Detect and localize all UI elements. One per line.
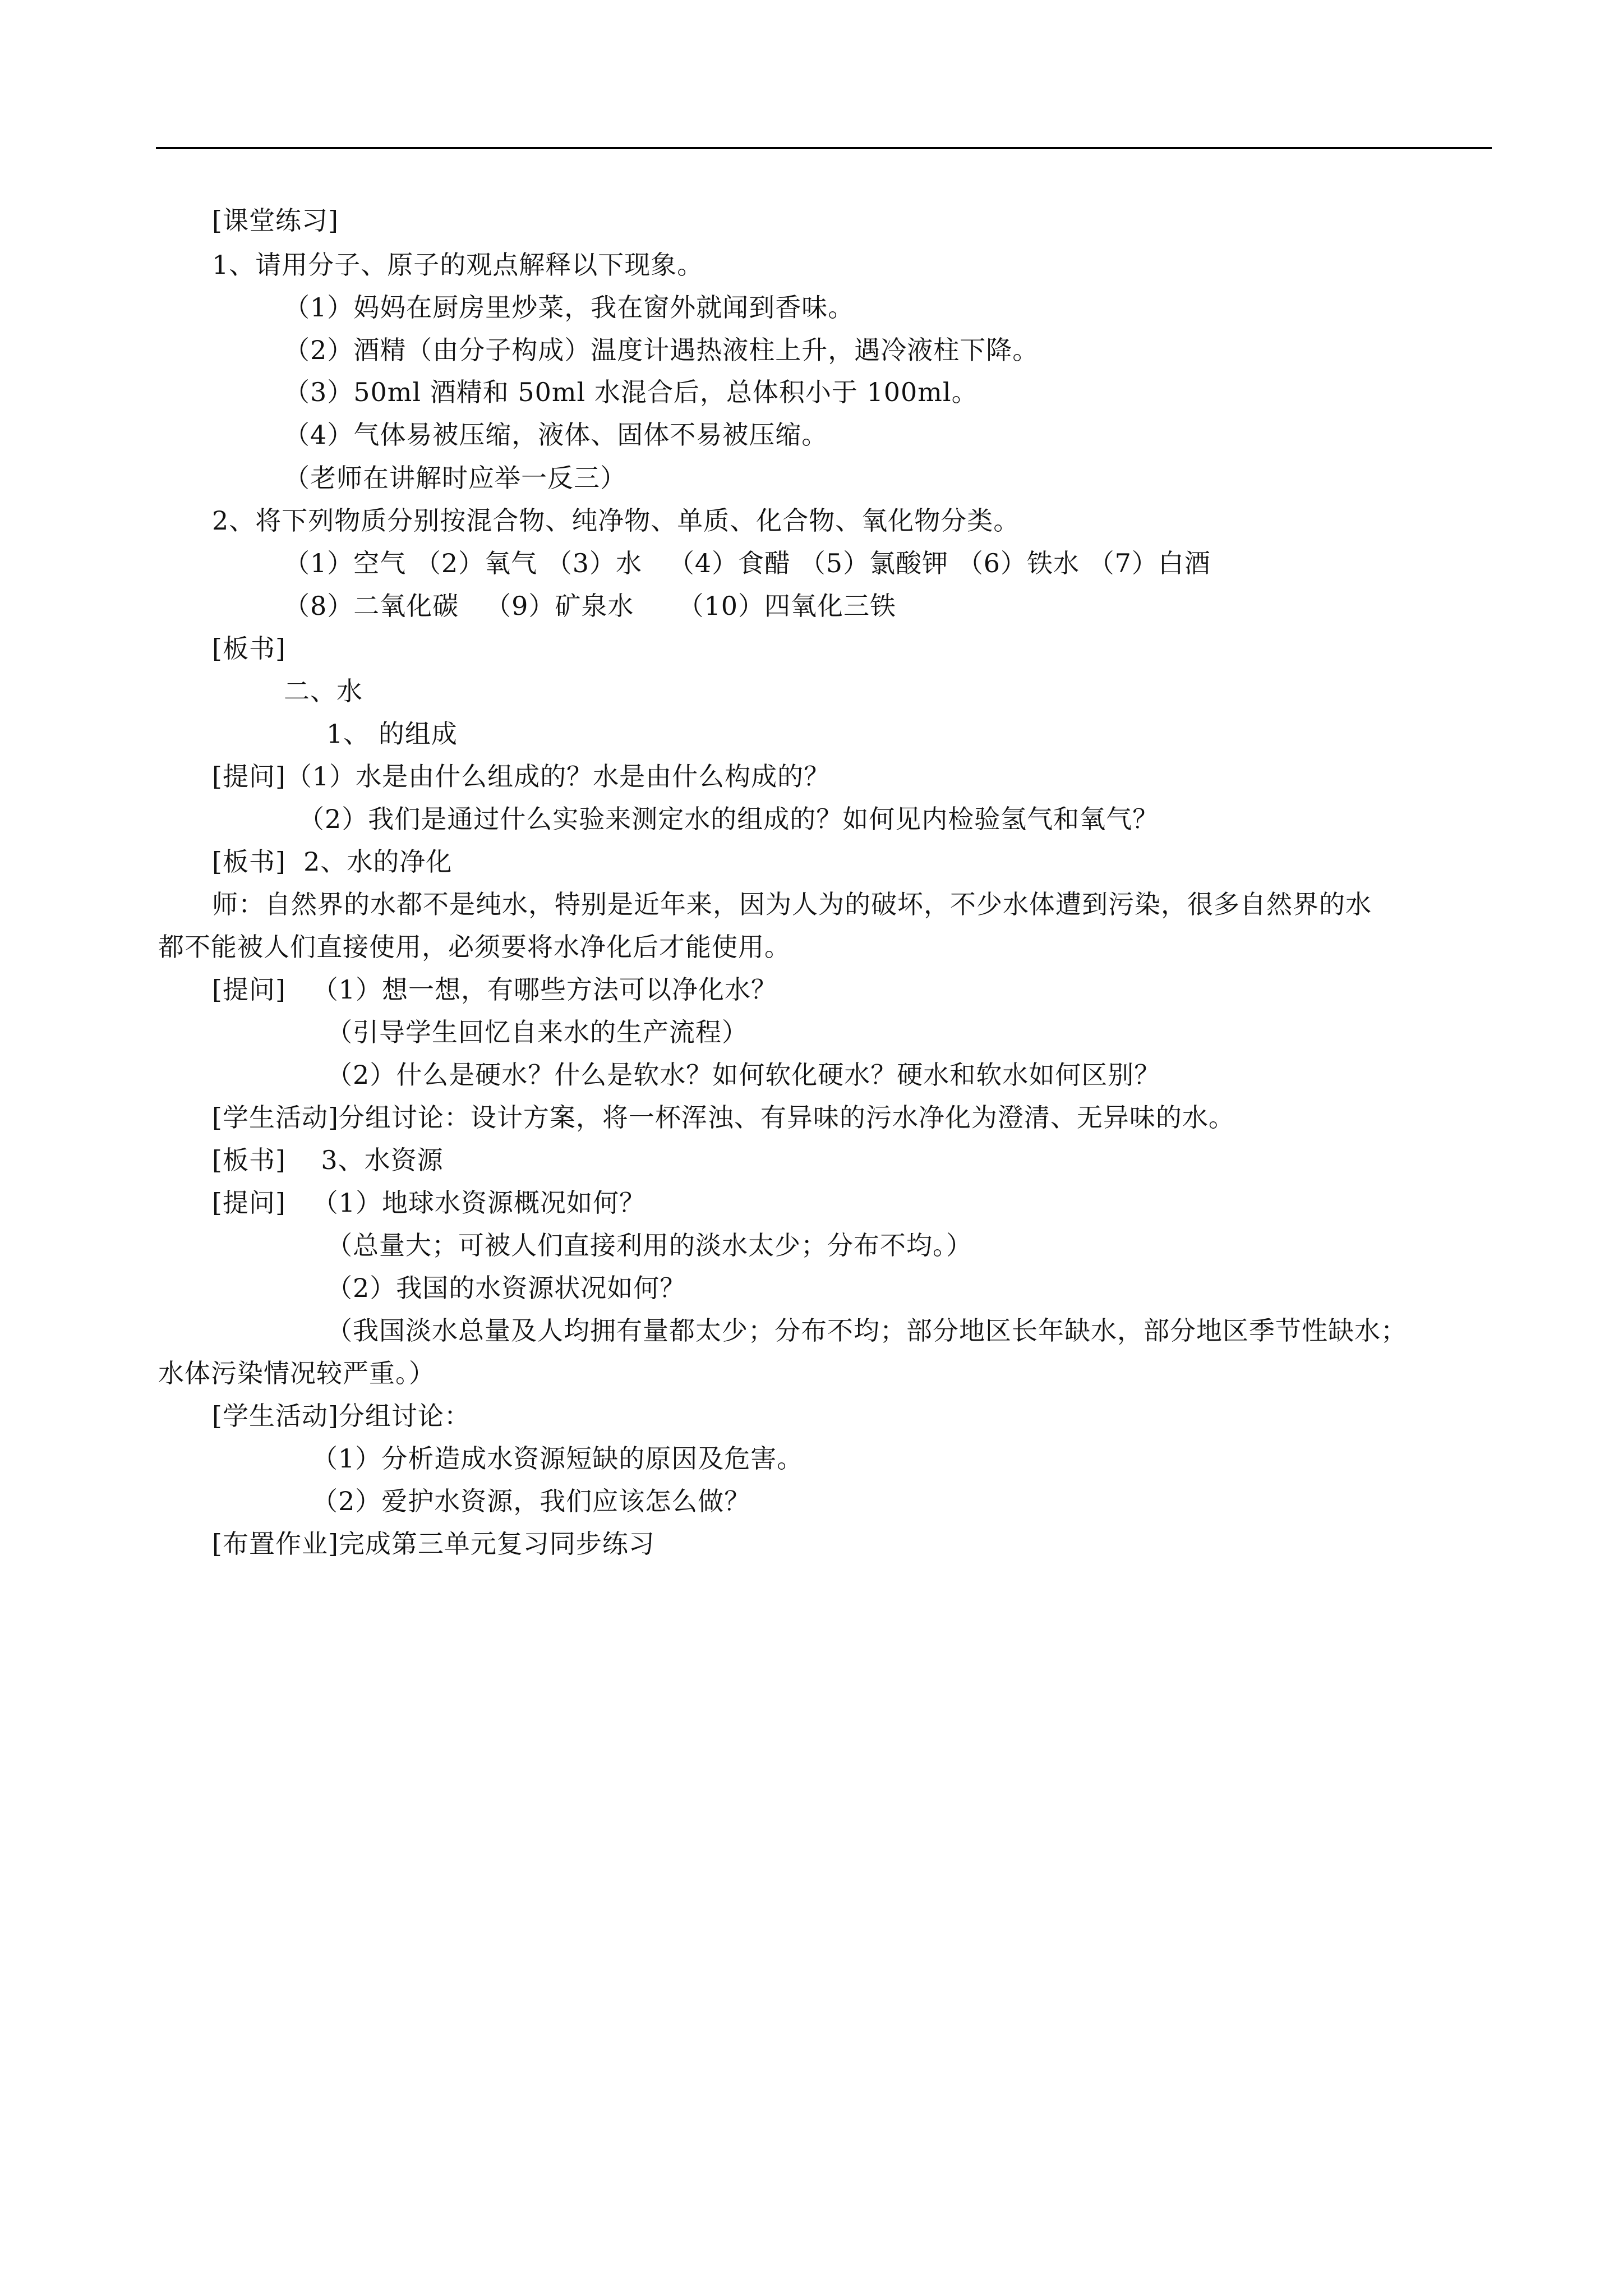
question-2: （2）我们是通过什么实验来测定水的组成的？如何见内检验氢气和氧气？: [298, 804, 1159, 834]
exercise-2-title: 2、将下列物质分别按混合物、纯净物、单质、化合物、氧化物分类。: [212, 505, 1020, 536]
exercise-1-item-2: （2）酒精（由分子构成）温度计遇热液柱上升，遇冷液柱下降。: [284, 335, 1039, 365]
answer-china-water-line-2: 水体污染情况较严重。）: [158, 1358, 435, 1388]
board-subheading-composition: 1、 的组成: [326, 719, 458, 749]
section-label-classroom-exercise: [课堂练习]: [212, 205, 339, 236]
discussion-item-2: （2）爱护水资源，我们应该怎么做？: [312, 1486, 751, 1516]
answer-china-water-line-1: （我国淡水总量及人均拥有量都太少；分布不均；部分地区长年缺水，部分地区季节性缺水；: [326, 1315, 1407, 1346]
question-china-water: （2）我国的水资源状况如何？: [326, 1273, 686, 1303]
board-water-resources: [板书] 3、水资源: [212, 1145, 444, 1175]
student-activity-1: [学生活动]分组讨论：设计方案，将一杯浑浊、有异味的污水净化为澄清、无异味的水。: [212, 1102, 1235, 1133]
homework-assignment: [布置作业]完成第三单元复习同步练习: [212, 1529, 655, 1559]
question-purify: [提问] （1）想一想，有哪些方法可以净化水？: [212, 974, 778, 1005]
teacher-statement-line-1: 师：自然界的水都不是纯水，特别是近年来，因为人为的破坏，不少水体遭到污染，很多自然界的水: [212, 889, 1372, 919]
exercise-1-item-4: （4）气体易被压缩，液体、固体不易被压缩。: [284, 420, 828, 450]
discussion-item-1: （1）分析造成水资源短缺的原因及危害。: [312, 1443, 804, 1474]
exercise-2-items-row-1: （1）空气 （2）氧气 （3）水 （4）食醋 （5）氯酸钾 （6）铁水 （7）白酒: [284, 548, 1211, 578]
section-label-board: [板书]: [212, 633, 286, 664]
guidance-note: （引导学生回忆自来水的生产流程）: [326, 1017, 748, 1047]
question-hard-water: （2）什么是硬水？什么是软水？如何软化硬水？硬水和软水如何区别？: [326, 1060, 1161, 1090]
exercise-1-title: 1、请用分子、原子的观点解释以下现象。: [212, 250, 704, 280]
board-heading-water: 二、水: [284, 676, 363, 706]
question-earth-water: [提问] （1）地球水资源概况如何？: [212, 1188, 646, 1218]
teacher-statement-line-2: 都不能被人们直接使用，必须要将水净化后才能使用。: [158, 932, 791, 962]
exercise-1-item-1: （1）妈妈在厨房里炒菜，我在窗外就闻到香味。: [284, 292, 855, 323]
exercise-2-items-row-2: （8）二氧化碳 （9）矿泉水 （10）四氧化三铁: [284, 591, 897, 621]
student-activity-2: [学生活动]分组讨论：: [212, 1401, 471, 1431]
header-rule: [156, 147, 1492, 149]
board-purification: [板书] 2、水的净化: [212, 846, 453, 877]
exercise-1-item-3: （3）50ml 酒精和 50ml 水混合后，总体积小于 100ml。: [284, 377, 978, 407]
teacher-note: （老师在讲解时应举一反三）: [284, 463, 626, 493]
answer-earth-water: （总量大；可被人们直接利用的淡水太少；分布不均。）: [326, 1230, 972, 1260]
question-1: [提问]（1）水是由什么组成的？水是由什么构成的？: [212, 761, 831, 792]
